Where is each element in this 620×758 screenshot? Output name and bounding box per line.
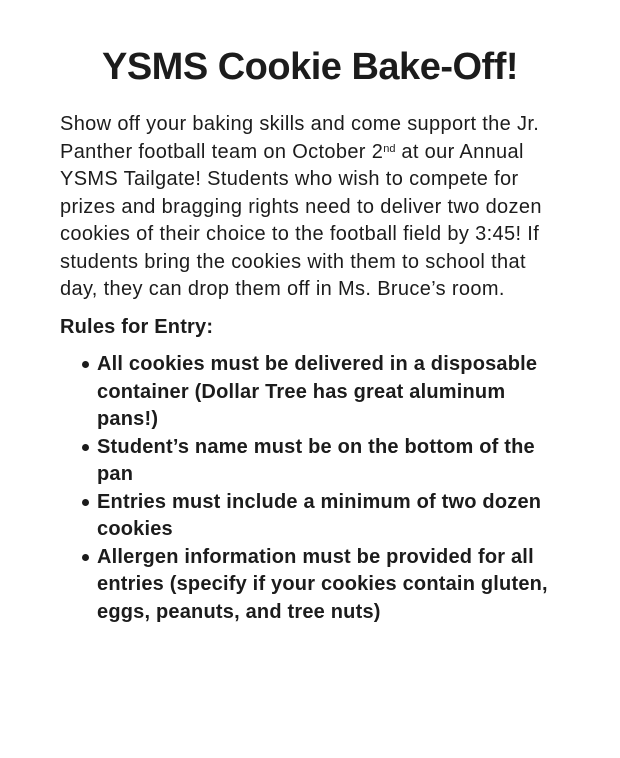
rule-text: Allergen information must be provided for all entries (specify if your cookies contain gluten, eggs, peanuts, and tree nuts) bbox=[97, 545, 548, 623]
ordinal-superscript: nd bbox=[383, 143, 396, 155]
rule-text: All cookies must be delivered in a disposable container (Dollar Tree has great aluminum pans!) bbox=[97, 353, 538, 430]
intro-text-after-superscript: at our Annual YSMS Tailgate! Students who wish to compete for prizes and bragging rights need to deliver two dozen cookies of their choice to the football field by 3:45! If students bring the cookies with them to school that day, they can drop them off in Ms. Bruce’s room. bbox=[60, 140, 542, 300]
rule-text: Entries must include a minimum of two dozen cookies bbox=[97, 490, 542, 540]
rule-item bbox=[60, 544, 560, 627]
bullet-icon bbox=[82, 554, 89, 561]
bullet-icon bbox=[82, 499, 89, 506]
rule-item bbox=[60, 351, 560, 434]
rule-item bbox=[60, 434, 560, 489]
rule-text: Student’s name must be on the bottom of the pan bbox=[97, 435, 535, 485]
rules-list bbox=[60, 351, 560, 626]
rule-item bbox=[60, 489, 560, 544]
rules-heading: Rules for Entry: bbox=[60, 315, 214, 338]
intro-text-before-superscript: Show off your baking skills and come support the Jr. Panther football team on October 2 bbox=[60, 113, 540, 163]
page-title: YSMS Cookie Bake-Off! bbox=[101, 46, 519, 88]
bullet-icon bbox=[82, 361, 89, 368]
intro-paragraph bbox=[60, 111, 560, 304]
bullet-icon bbox=[82, 444, 89, 451]
